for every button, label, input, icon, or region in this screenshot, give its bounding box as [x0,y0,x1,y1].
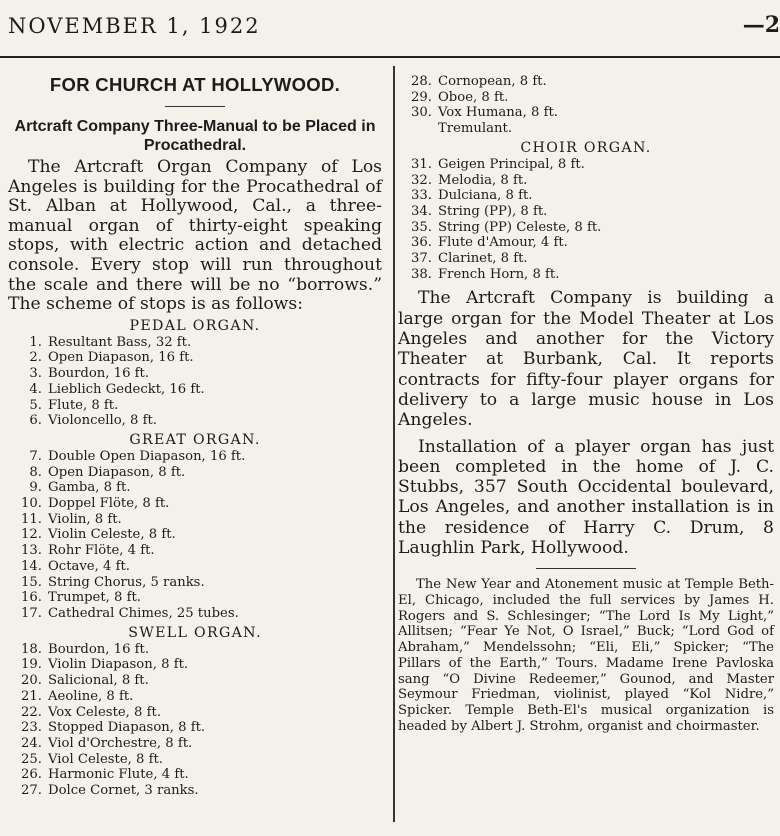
stop-name: Violoncello, 8 ft. [48,413,158,429]
stop-item [8,480,382,496]
stop-item [8,382,382,398]
issue-date: NOVEMBER 1, 1922 [8,14,261,38]
stop-number: 10. [21,496,42,512]
stop-item [8,366,382,382]
stop-name: Flute, 8 ft. [48,397,119,413]
article-subtitle: Artcraft Company Three-Manual to be Placed in Procathedral. [14,118,376,154]
stop-name: Violin Diapason, 8 ft. [48,657,189,673]
stop-name: Harmonic Flute, 4 ft. [48,767,189,783]
stop-item [8,543,382,559]
stop-name: Viol d'Orchestre, 8 ft. [48,735,193,751]
stop-number: 26. [21,767,42,783]
stop-number: 32. [411,172,432,188]
stop-name: Bourdon, 16 ft. [48,641,150,657]
stop-name: Oboe, 8 ft. [438,89,509,105]
stop-item [8,465,382,481]
stop-name: Gamba, 8 ft. [48,480,131,496]
stop-number: 33. [411,188,432,204]
stop-item [8,559,382,575]
stop-number: 1. [29,334,42,350]
stop-item [8,335,382,351]
stop-number: 2. [29,350,42,366]
stop-item [8,575,382,591]
stop-item [8,512,382,528]
stop-number: 30. [411,105,432,121]
stop-name: Violin Celeste, 8 ft. [48,527,176,543]
stop-number: 37. [411,251,432,267]
stop-name: Resultant Bass, 32 ft. [48,334,192,350]
choir-organ-heading: CHOIR ORGAN. [520,139,652,156]
stop-name: Salicional, 8 ft. [48,673,149,689]
stop-number: 16. [21,590,42,606]
temple-beth-el-note: The New Year and Atonement music at Temple Beth-El, Chicago, included the full services by James H. Rogers and S. Schlesinger; “The Lord Is My Light,” Allitsen; “Fear Ye Not, O Israel,” Buck; “Lord God of Abraham,” Mendelssohn; “Eli, Eli,” Spicker; “The Pillars of the Earth,” Tours. Madame Irene Pavloska sang “O Divine Redeemer,” Gounod, and Master Seymour Friedman, violinist, played “Kol Nidre,” Spicker. Temple Beth-El's musical organization is headed by Albert J. Strohm, organist and choirmaster. [398,577,774,734]
stop-number: 34. [411,203,432,219]
stop-number: 12. [21,527,42,543]
title-rule [165,106,225,107]
tremulant: Tremulant. [438,121,512,137]
stop-number: 7. [29,448,42,464]
stop-number: 4. [29,381,42,397]
stop-item [8,398,382,414]
stop-number: 22. [21,704,42,720]
stop-number: 6. [29,413,42,429]
stop-name: Bourdon, 16 ft. [48,366,150,382]
stop-number: 35. [411,219,432,235]
stop-number: 29. [411,89,432,105]
stop-name: Doppel Flöte, 8 ft. [48,496,170,512]
swell-organ-list [8,642,382,799]
stop-name: Melodia, 8 ft. [438,172,528,188]
page-number: —2 [742,12,780,38]
stop-item [398,251,774,267]
section-rule [536,568,636,569]
swell-organ-list-cont [398,74,774,121]
stop-number: 11. [21,511,42,527]
stop-item [8,752,382,768]
stop-number: 23. [21,720,42,736]
stop-number: 31. [411,156,432,172]
header-rule [0,56,780,58]
stop-number: 5. [29,397,42,413]
stop-name: Vox Celeste, 8 ft. [48,704,162,720]
stop-item [398,105,774,121]
great-organ-heading: GREAT ORGAN. [129,431,261,448]
stop-item [8,657,382,673]
stop-item [398,235,774,251]
swell-organ-heading: SWELL ORGAN. [128,624,262,641]
stop-name: Cathedral Chimes, 25 tubes. [48,606,239,621]
stop-item [398,74,774,90]
stop-number: 25. [21,751,42,767]
stop-name: Octave, 4 ft. [48,558,130,574]
stop-number: 17. [21,606,42,621]
article-intro: The Artcraft Organ Company of Los Angeles is building for the Procathedral of St. Alban at Hollywood, Cal., a three-manual organ of thirty-eight speaking stops, with electric action and detached console. Every stop will run throughout the scale and there will be no “borrows.” The scheme of stops is as follows: [8,157,382,315]
great-organ-list [8,449,382,622]
stop-name: Cornopean, 8 ft. [438,74,547,89]
stop-name: Vox Humana, 8 ft. [438,105,558,121]
stop-number: 9. [29,480,42,496]
stop-name: Stopped Diapason, 8 ft. [48,720,206,736]
stop-name: Viol Celeste, 8 ft. [48,751,163,767]
stop-item [8,720,382,736]
stop-number: 3. [29,366,42,382]
column-divider [393,66,395,822]
stop-name: French Horn, 8 ft. [438,266,560,282]
stop-item [8,689,382,705]
stop-name: String (PP) Celeste, 8 ft. [438,219,602,235]
stop-item [8,413,382,429]
stop-number: 15. [21,574,42,590]
stop-item [398,90,774,106]
stop-name: Flute d'Amour, 4 ft. [438,235,568,251]
stop-item [8,673,382,689]
stop-number: 38. [411,266,432,282]
stop-number: 18. [21,641,42,657]
stop-number: 36. [411,235,432,251]
stop-item [398,220,774,236]
stop-item [8,496,382,512]
stop-item [398,188,774,204]
stop-item [398,157,774,173]
stop-name: Open Diapason, 16 ft. [48,350,194,366]
stop-item [398,204,774,220]
stop-number: 27. [21,783,42,799]
pedal-organ-heading: PEDAL ORGAN. [129,317,261,334]
stop-item [8,767,382,783]
page-header [0,0,780,58]
article-paragraph: The Artcraft Company is building a large organ for the Model Theater at Los Angeles and another for the Victory Theater at Burbank, Cal. It reports contracts for fifty-four player organs for delivery to a large music house in Los Angeles. [398,288,774,431]
stop-name: Clarinet, 8 ft. [438,251,528,267]
stop-name: Violin, 8 ft. [48,511,122,527]
stop-name: Dolce Cornet, 3 ranks. [48,783,199,799]
stop-number: 24. [21,735,42,751]
stop-name: Rohr Flöte, 4 ft. [48,543,155,559]
stop-item [8,449,382,465]
stop-item [8,783,382,799]
stop-number: 14. [21,558,42,574]
stop-name: String (PP), 8 ft. [438,203,548,219]
stop-name: String Chorus, 5 ranks. [48,574,205,590]
stop-item [8,527,382,543]
stop-name: Trumpet, 8 ft. [48,590,141,606]
stop-name: Open Diapason, 8 ft. [48,464,186,480]
stop-item [398,267,774,283]
stop-number: 19. [21,657,42,673]
stop-item [8,590,382,606]
stop-item [8,736,382,752]
stop-number: 28. [411,74,432,89]
article-paragraph: Installation of a player organ has just been completed in the home of J. C. Stubbs, 357 South Occidental boulevard, Los Angeles, and another installation is in the residence of Harry C. Drum, 8 Laughlin Park, Hollywood. [398,436,774,558]
right-column [398,74,774,734]
stop-name: Lieblich Gedeckt, 16 ft. [48,381,205,397]
stop-name: Geigen Principal, 8 ft. [438,156,585,172]
choir-organ-list [398,157,774,283]
stop-name: Double Open Diapason, 16 ft. [48,448,246,464]
stop-name: Dulciana, 8 ft. [438,188,533,204]
stop-number: 20. [21,673,42,689]
stop-item [8,606,382,622]
stop-item [8,350,382,366]
stop-number: 21. [21,688,42,704]
stop-item [8,642,382,658]
stop-number: 8. [29,464,42,480]
left-column [8,74,382,799]
stop-item [8,705,382,721]
stop-number: 13. [21,543,42,559]
pedal-organ-list [8,335,382,429]
article-title: FOR CHURCH AT HOLLYWOOD. [49,74,341,95]
stop-name: Aeoline, 8 ft. [48,688,134,704]
stop-item [398,173,774,189]
